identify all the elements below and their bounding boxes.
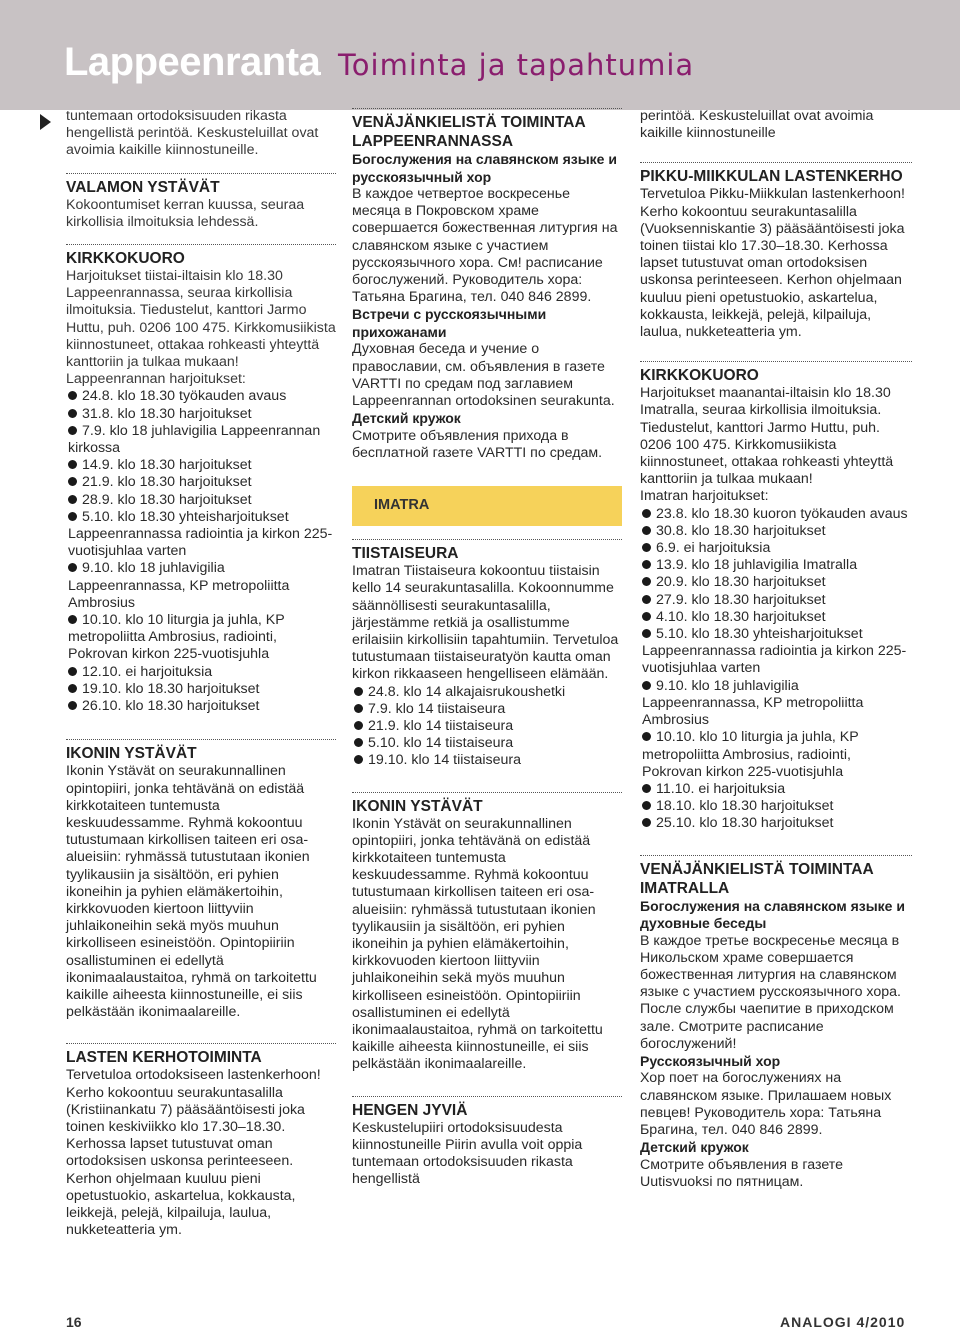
column-right: [640, 108, 912, 1191]
list-item: 10.10. klo 10 liturgia ja juhla, KP metropoliitta Ambrosius, radiointi, Pokrovan kirkon 225-vuotisjuhla: [68, 612, 285, 663]
list-item: 23.8. klo 18.30 kuoron työkauden avaus: [640, 506, 912, 523]
list-item: 10.10. klo 10 liturgia ja juhla, KP metropoliitta Ambrosius, radiointi, Pokrovan kirkon 225-vuotisjuhla: [642, 729, 859, 780]
intro-text: tuntemaan ortodoksisuuden rikasta hengellistä perintöä. Keskusteluillat ovat avoimia kaikille kiinnostuneille.: [66, 108, 319, 159]
subsection-title: Встречи с русскоязычными прихожанами: [352, 306, 547, 340]
list-item: 28.9. klo 18.30 harjoitukset: [66, 492, 336, 509]
bullet-icon: [68, 701, 77, 710]
bullet-icon: [68, 495, 77, 504]
column-middle: [352, 108, 622, 1188]
section-divider: [352, 108, 622, 109]
list-item: 21.9. klo 18.30 harjoitukset: [66, 474, 336, 491]
list-item: 5.10. klo 18.30 yhteisharjoitukset Lappeenrannassa radiointia ja kirkon 225-vuotisjuhlaa varten: [642, 626, 907, 677]
section-text-hengen: Keskustelupiiri ortodoksisuudesta kiinnostuneille Piirin avulla voit oppia tuntemaan ortodoksisuuden rikasta hengellistä: [352, 1119, 583, 1188]
section-title-ikonin: IKONIN YSTÄVÄT: [66, 745, 197, 763]
section-divider: [66, 244, 336, 245]
section-divider: [640, 855, 912, 856]
section-divider: [640, 162, 912, 163]
list-item: 25.10. klo 18.30 harjoitukset: [640, 815, 912, 832]
page-number: 16: [66, 1314, 82, 1330]
imatra-banner: [352, 486, 622, 526]
list-item: 24.8. klo 14 alkajaisrukoushetki: [352, 684, 622, 701]
section-text-pikku-miikkula: Tervetuloa Pikku-Miikkulan lastenkerhoon! Kerho kokoontuu seurakuntasalilla (Vuoksenniskantie 3) pääsääntöisesti joka toinen tiistai klo 17.30–18.30. Kerhossa lapset tutustuvat oman ortodoksisen uskonsa perinteeseen. Kerhon ohjelmaan kuuluu pieni opetustuokio, askartelua, kokkausta, leikkejä, pelejä, kilpailuja, laulua, nukketeatteria ym.: [640, 186, 905, 341]
bullet-icon: [642, 612, 651, 621]
section-divider: [66, 173, 336, 174]
section-title-lasten: LASTEN KERHOTOIMINTA: [66, 1049, 262, 1067]
bullet-icon: [354, 721, 363, 730]
subsection-title: Богослужения на славянском языке и духовные беседы: [640, 897, 905, 932]
list-item: 19.10. klo 14 tiistaiseura: [352, 752, 622, 769]
bullet-icon: [642, 509, 651, 518]
list-item: 5.10. klo 14 tiistaiseura: [352, 735, 622, 752]
section-title-kirkkokuoro: KIRKKOKUORO: [640, 367, 759, 385]
section-divider: [352, 1096, 622, 1097]
bullet-icon: [642, 577, 651, 586]
subsection-text: В каждое третье воскресенье месяца в Никольском храме совершается божественная литургия на славянском языке с участием русскоязычного хора. После службы чаепитие в приходском зале. Смотрите расписание богослужений!: [640, 932, 901, 1052]
list-item: 5.10. klo 18.30 yhteisharjoitukset Lappeenrannassa radiointia ja kirkon 225-vuotisjuhlaa varten: [68, 508, 333, 560]
subsection-title: Русскоязычный хор: [640, 1052, 781, 1069]
list-item: 21.9. klo 14 tiistaiseura: [352, 718, 622, 735]
section-text-ikonin: Ikonin Ystävät on seurakunnallinen opintopiiri, jonka tehtävänä on edistää kirkkotaiteen tuntemusta keskuudessamme. Ryhmä kokoontuu tutustumaan kirkollisen taiteen eri osa-alueisiin: ryhmässä tutustutaan ikonien tyylikausiin ja sisältöön, eri pyhien ikoneihin ja pyhien elämäkertoihin, kirkkovuoden kiertoon liittyviin juhlaikoneihin sekä myös muuhun kirkolliseen esineistöön. Opintopiiriin osallistuminen ei edellytä ikonimaalaustaitoa, ryhmä on tarkoitettu kaikille aiheesta kiinnostuneille, ei siis pelkästään ikonimaalareille.: [66, 763, 317, 1021]
bullet-icon: [642, 818, 651, 827]
page-header: [0, 0, 960, 110]
bullet-icon: [642, 629, 651, 638]
list-item: 20.9. klo 18.30 harjoitukset: [640, 574, 912, 591]
bullet-icon: [354, 704, 363, 713]
list-item: 18.10. klo 18.30 harjoitukset: [640, 798, 912, 815]
bullet-icon: [642, 526, 651, 535]
list-item: 12.10. ei harjoituksia: [66, 664, 336, 681]
list-item: 14.9. klo 18.30 harjoitukset: [66, 457, 336, 474]
list-item: 26.10. klo 18.30 harjoitukset: [66, 698, 336, 715]
bullet-icon: [354, 738, 363, 747]
imatra-label: IMATRA: [374, 497, 430, 514]
bullet-icon: [642, 732, 651, 741]
list-item: 24.8. klo 18.30 työkauden avaus: [66, 388, 336, 405]
continuation-arrow-icon: [40, 114, 51, 130]
section-title-hengen: HENGEN JYVIÄ: [352, 1101, 468, 1119]
list-item: 7.9. klo 18 juhlavigilia Lappeenrannan kirkossa: [68, 422, 321, 457]
rehearsals-label: Lappeenrannan harjoitukset:: [66, 371, 246, 388]
subsection-text: Хор поет на богослужениях на славянском языке. Прилашаем новых певцев! Руководитель хора: Татьяна Брагина, тел. 040 846 2899.: [640, 1070, 892, 1139]
section-divider: [352, 539, 622, 540]
bullet-icon: [642, 681, 651, 690]
section-divider: [640, 361, 912, 362]
intro-text: perintöä. Keskusteluillat ovat avoimia kaikille kiinnostuneille: [640, 108, 874, 142]
subsection-text: Духовная беседа и учение о православии, см. объявления в газете VARTTI по средам под заглавием Lappeenrannan ortodoksinen seurakunta.: [352, 341, 615, 410]
section-text-kirkkokuoro: Harjoitukset tiistai-iltaisin klo 18.30 Lappeenrannassa, seuraa kirkollisia ilmoituksia. Tiedustelut, kanttori Jarmo Huttu, puh. 0206 100 475. Kirkkomusiikista kiinnostuneet, ottakaa rohkeasti yhteyttä kanttoriin ja tulkaa mukaan!: [66, 268, 336, 371]
section-divider: [66, 1043, 336, 1044]
bullet-icon: [68, 684, 77, 693]
list-item: 4.10. klo 18.30 harjoitukset: [640, 609, 912, 626]
subsection-title: Детский кружок: [352, 410, 461, 427]
subsection-title: Детский кружок: [640, 1139, 749, 1156]
list-item: 27.9. klo 18.30 harjoitukset: [640, 592, 912, 609]
column-left: [66, 108, 336, 1239]
section-title-russian-lappeenranta: VENÄJÄNKIELISTÄ TOIMINTAA LAPPEENRANNASSA: [352, 114, 586, 150]
bullet-icon: [642, 784, 651, 793]
bullet-icon: [68, 667, 77, 676]
bullet-icon: [68, 563, 77, 572]
bullet-icon: [68, 615, 77, 624]
section-title-russian-imatra: VENÄJÄNKIELISTÄ TOIMINTAA IMATRALLA: [640, 860, 874, 897]
list-item: 9.10. klo 18 juhlavigilia Lappeenrannassa, KP metropoliitta Ambrosius: [68, 560, 290, 611]
bullet-icon: [642, 560, 651, 569]
bullet-icon: [68, 391, 77, 400]
list-item: 31.8. klo 18.30 harjoitukset: [66, 406, 336, 423]
section-text-tiistaiseura: Imatran Tiistaiseura kokoontuu tiistaisin kello 14 seurakuntasalilla. Kokoonnumme säännöllisesti seurakuntasalilla, järjestämme retkiä ja osallistumme erilaisiin kirkollisiin tapahtumiin. Tervetuloa tutustumaan tiistaiseuratyön kautta oman kirkon rikkaaseen hengelliseen elämään.: [352, 563, 619, 683]
list-item: 19.10. klo 18.30 harjoitukset: [66, 681, 336, 698]
list-item: 13.9. klo 18 juhlavigilia Imatralla: [640, 557, 912, 574]
section-text-lasten: Tervetuloa ortodoksiseen lastenkerhoon! Kerho kokoontuu seurakuntasalilla (Kristiinankatu 7) pääsääntöisesti joka toinen keskiviikko klo 17.30–18.30. Kerhossa lapset tutustuvat oman ortodoksisen uskonsa perinteeseen. Kerhon ohjelmaan kuuluu pieni opetustuokio, askartelua, kokkausta, leikkejä, pelejä, kilpailuja, laulua, nukketeatteria ym.: [66, 1067, 321, 1239]
list-item: 7.9. klo 14 tiistaiseura: [352, 701, 622, 718]
section-divider: [66, 739, 336, 740]
subsection-text: Смотрите объявления в газете Uutisvuoksi по пятницам.: [640, 1156, 843, 1190]
magazine-issue: ANALOGI 4/2010: [780, 1314, 906, 1330]
page-subtitle: Toiminta ja tapahtumia: [338, 48, 695, 82]
bullet-icon: [642, 543, 651, 552]
bullet-icon: [68, 460, 77, 469]
section-title-pikku-miikkula: PIKKU-MIIKKULAN LASTENKERHO: [640, 168, 903, 186]
bullet-icon: [68, 512, 77, 521]
tiistaiseura-list: [352, 684, 622, 770]
list-item: 30.8. klo 18.30 harjoitukset: [640, 523, 912, 540]
section-text-kirkkokuoro: Harjoitukset maanantai-iltaisin klo 18.30 Imatralla, seuraa kirkollisia ilmoituksia. Tiedustelut, kanttori Jarmo Huttu, puh. 0206 100 475. Kirkkomusiikista kiinnostuneet, ottakaa rohkeasti yhteyttä kanttoriin ja tulkaa mukaan!: [640, 385, 894, 488]
bullet-icon: [68, 426, 77, 435]
list-item: 11.10. ei harjoituksia: [640, 781, 912, 798]
section-text-valamon: Kokoontumiset kerran kuussa, seuraa kirkollisia ilmoituksia lehdessä.: [66, 196, 305, 230]
section-title-ikonin: IKONIN YSTÄVÄT: [352, 797, 483, 815]
subsection-title: Богослужения на славянском языке и русскоязычный хор: [352, 151, 617, 185]
section-text-ikonin: Ikonin Ystävät on seurakunnallinen opintopiiri, jonka tehtävänä on edistää kirkkotaiteen tuntemusta keskuudessamme. Ryhmä kokoontuu tutustumaan kirkollisen taiteen eri osa-alueisiin: ryhmässä tutustutaan ikonien tyylikausiin ja sisältöön, eri pyhien ikoneihin ja pyhien elämäkertoihin, kirkkovuoden kiertoon liittyviin juhlaikoneihin sekä myös muuhun kirkolliseen esineistöön. Opintopiiriin osallistuminen ei edellytä ikonimaalaustaitoa, ryhmä on tarkoitettu kaikille aiheesta kiinnostuneille, ei siis pelkästään ikonimaalareille.: [352, 815, 603, 1073]
bullet-icon: [68, 477, 77, 486]
rehearsal-list: [640, 506, 912, 833]
bullet-icon: [642, 595, 651, 604]
bullet-icon: [354, 755, 363, 764]
rehearsal-list: [66, 388, 336, 715]
list-item: 9.10. klo 18 juhlavigilia Lappeenrannassa, KP metropoliitta Ambrosius: [642, 677, 864, 729]
section-title-kirkkokuoro: KIRKKOKUORO: [66, 250, 185, 268]
bullet-icon: [68, 409, 77, 418]
rehearsals-label: Imatran harjoitukset:: [640, 488, 769, 505]
subsection-text: Смотрите объявления прихода в бесплатной газете VARTTI по средам.: [352, 427, 603, 461]
subsection-text: В каждое четвертое воскресенье месяца в Покровском храме совершается божественная литургия на славянском языке с участием русскоязычного хора. См! расписание богослужений. Руководитель хора: Татьяна Брагина, тел. 040 846 2899.: [352, 186, 618, 306]
section-divider: [352, 792, 622, 793]
bullet-icon: [642, 801, 651, 810]
bullet-icon: [354, 687, 363, 696]
page-title: Lappeenranta: [64, 40, 321, 84]
list-item: 6.9. ei harjoituksia: [640, 540, 912, 557]
section-title-tiistaiseura: TIISTAISEURA: [352, 545, 459, 563]
section-title-valamon: VALAMON YSTÄVÄT: [66, 178, 220, 196]
